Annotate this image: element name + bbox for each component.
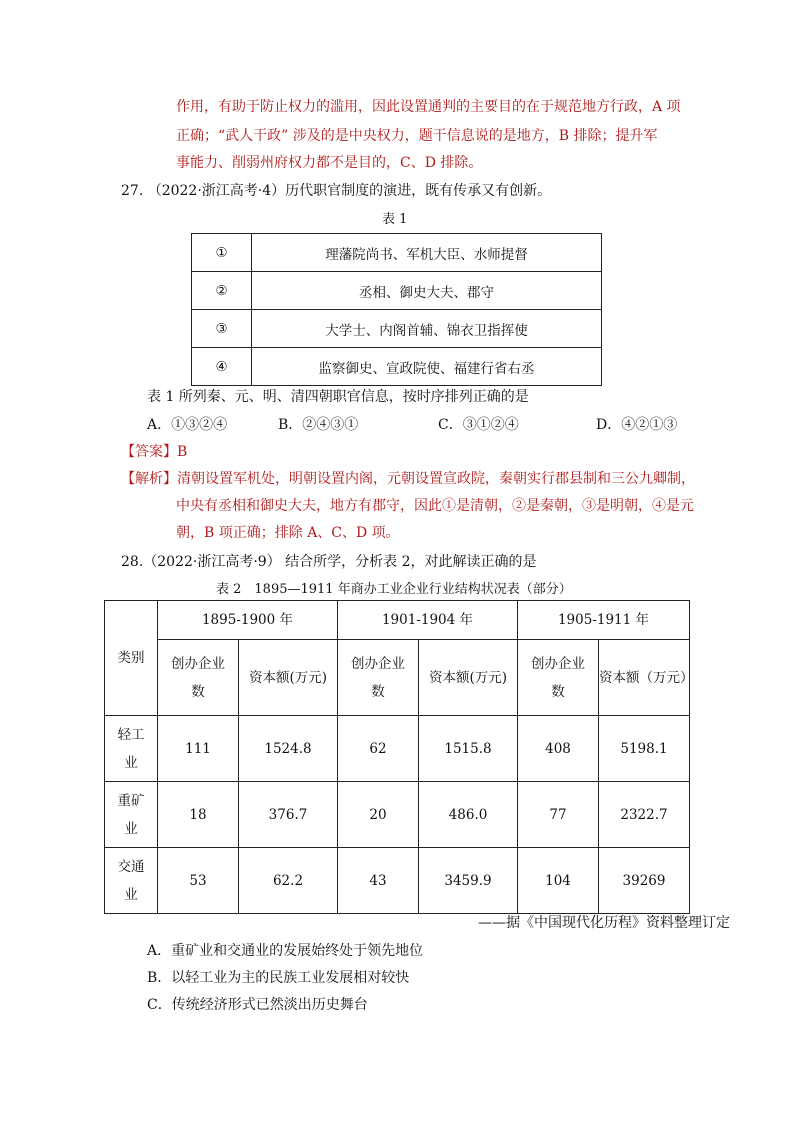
count-header-line-1: 创办企业	[531, 655, 585, 672]
table-cell: 77	[518, 782, 599, 848]
table1-row-text: 大学士、内阁首辅、锦衣卫指挥使	[252, 310, 602, 348]
table-cell: 1515.8	[419, 716, 518, 782]
prev-explanation-line-2: 正确；“武人干政” 涉及的是中央权力，题干信息说的是地方，B 排除；提升军	[176, 128, 658, 144]
count-header-line-2: 数	[371, 683, 385, 700]
count-header-line-2: 数	[551, 683, 565, 700]
q27-analysis-line-3: 朝，B 项正确；排除 A、C、D 项。	[176, 525, 400, 541]
table-cell: 1524.8	[239, 716, 338, 782]
q27-option-c: C．③①②④	[438, 417, 519, 433]
table2-count-header	[158, 640, 239, 716]
q27-option-d: D．④②①③	[596, 417, 678, 433]
table2-title: 表 2 1895—1911 年商办工业企业行业结构状况表（部分）	[216, 582, 572, 597]
table-cell: 5198.1	[599, 716, 690, 782]
answer-label: 【答案】	[121, 444, 177, 460]
q28-option-a: A．重矿业和交通业的发展始终处于领先地位	[147, 943, 424, 959]
table2-capital-header: 资本额（万元）	[599, 640, 690, 716]
analysis-label: 【解析】	[121, 471, 177, 487]
category-line-2: 业	[124, 886, 138, 903]
q27-option-a: A．①③②④	[147, 417, 228, 433]
table2-period-1: 1895-1900 年	[158, 601, 338, 640]
table2-capital-header: 资本额(万元)	[419, 640, 518, 716]
analysis-text: 清朝设置军机处，明朝设置内阁，元朝设置宣政院，秦朝实行郡县制和三公九卿制，	[177, 471, 695, 487]
category-line-2: 业	[124, 754, 138, 771]
category-line-1: 轻工	[117, 726, 145, 743]
prev-explanation-line-1: 作用，有助于防止权力的滥用，因此设置通判的主要目的在于规范地方行政，A 项	[176, 99, 681, 115]
table-cell: 39269	[599, 848, 690, 914]
table-row	[105, 782, 690, 848]
q27-option-b: B．②④③①	[278, 417, 359, 433]
table-row	[192, 272, 602, 310]
table2-category	[105, 848, 158, 914]
table-cell: 18	[158, 782, 239, 848]
table2-count-header	[338, 640, 419, 716]
table1	[191, 233, 602, 386]
table-cell: 2322.7	[599, 782, 690, 848]
table2-category-header: 类别	[105, 601, 158, 716]
table-cell: 104	[518, 848, 599, 914]
table-cell: 43	[338, 848, 419, 914]
count-header-line-1: 创办企业	[171, 655, 225, 672]
table-row	[192, 234, 602, 272]
q28-stem: 28.（2022·浙江高考·9） 结合所学，分析表 2，对此解读正确的是	[121, 554, 537, 570]
prev-explanation-line-3: 事能力、削弱州府权力都不是目的，C、D 排除。	[176, 155, 483, 171]
answer-value: B	[177, 444, 188, 460]
table2-category	[105, 716, 158, 782]
table-header-row	[105, 640, 690, 716]
table1-title: 表 1	[382, 212, 408, 227]
category-line-1: 交通	[117, 858, 145, 875]
table2-source: ——据《中国现代化历程》资料整理订定	[478, 915, 730, 931]
table2-period-3: 1905-1911 年	[518, 601, 690, 640]
table-row	[192, 348, 602, 386]
q27-answer	[121, 441, 187, 461]
q27-analysis-line-2: 中央有丞相和御史大夫，地方有郡守，因此①是清朝，②是秦朝，③是明朝，④是元	[176, 498, 694, 514]
category-line-2: 业	[124, 820, 138, 837]
table1-row-num: ④	[192, 348, 252, 386]
q27-stem: 27. （2022·浙江高考·4）历代职官制度的演进，既有传承又有创新。	[121, 183, 552, 199]
table1-row-num: ②	[192, 272, 252, 310]
table2-period-2: 1901-1904 年	[338, 601, 518, 640]
table2-count-header	[518, 640, 599, 716]
count-header-line-1: 创办企业	[351, 655, 405, 672]
table-row	[105, 716, 690, 782]
q28-option-b: B．以轻工业为主的民族工业发展相对较快	[147, 970, 410, 986]
table1-row-text: 监察御史、宣政院使、福建行省右丞	[252, 348, 602, 386]
table2-capital-header: 资本额(万元)	[239, 640, 338, 716]
table2-category	[105, 782, 158, 848]
table-cell: 486.0	[419, 782, 518, 848]
table-row	[192, 310, 602, 348]
table-cell: 62.2	[239, 848, 338, 914]
table1-row-num: ③	[192, 310, 252, 348]
table-cell: 3459.9	[419, 848, 518, 914]
table-cell: 53	[158, 848, 239, 914]
table1-row-text: 理藩院尚书、军机大臣、水师提督	[252, 234, 602, 272]
table1-row-num: ①	[192, 234, 252, 272]
table1-row-text: 丞相、御史大夫、郡守	[252, 272, 602, 310]
table-cell: 62	[338, 716, 419, 782]
table-header-row	[105, 601, 690, 640]
q28-option-c: C．传统经济形式已然淡出历史舞台	[147, 997, 368, 1013]
q27-analysis-line-1	[121, 468, 695, 488]
table-cell: 111	[158, 716, 239, 782]
table-cell: 376.7	[239, 782, 338, 848]
table-cell: 20	[338, 782, 419, 848]
count-header-line-2: 数	[191, 683, 205, 700]
table2	[104, 600, 694, 914]
table-cell: 408	[518, 716, 599, 782]
table-row	[105, 848, 690, 914]
category-line-1: 重矿	[117, 792, 145, 809]
q27-question: 表 1 所列秦、元、明、清四朝职官信息，按时序排列正确的是	[147, 389, 529, 405]
